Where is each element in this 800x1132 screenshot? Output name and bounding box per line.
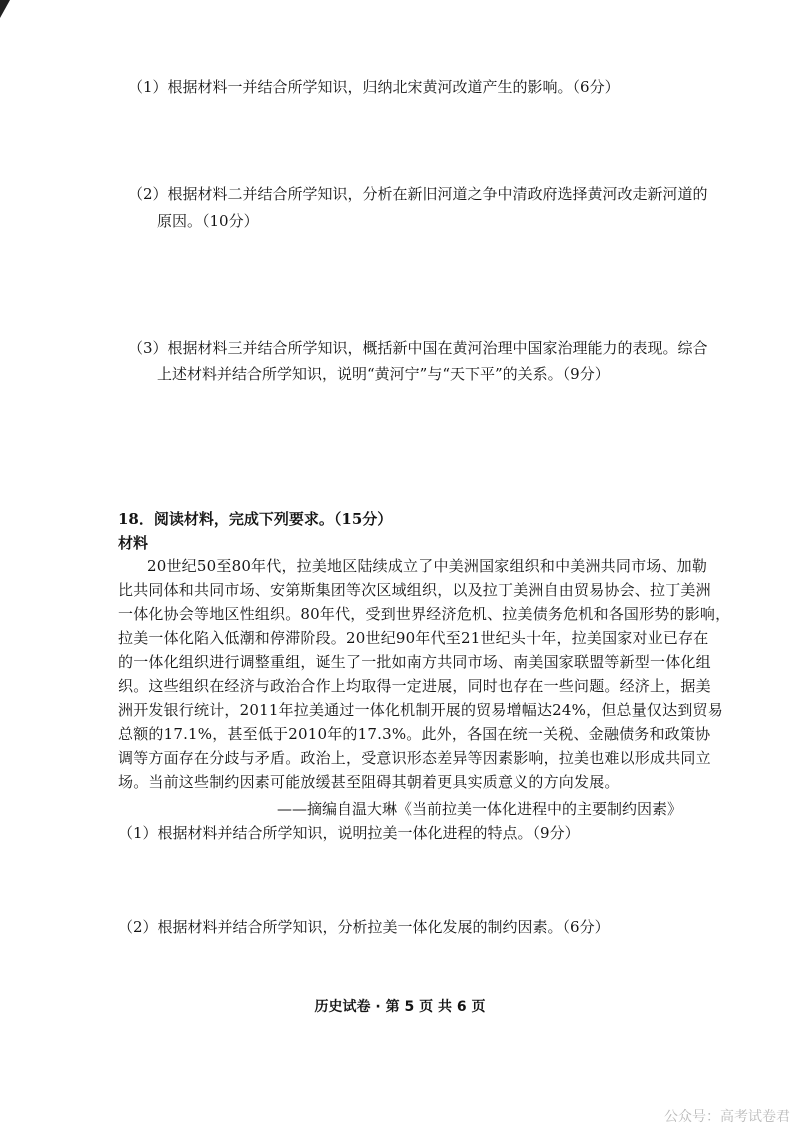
- q17-sub3-line2: 上述材料并结合所学知识，说明“黄河宁”与“天下平”的关系。（9分）: [157, 365, 610, 383]
- scan-corner-mark: [0, 0, 10, 18]
- q17-sub3-line1: （3）根据材料三并结合所学知识，概括新中国在黄河治理中国家治理能力的表现。综合: [128, 339, 708, 357]
- material-label: 材料: [118, 534, 149, 552]
- q17-sub1: （1）根据材料一并结合所学知识，归纳北宋黄河改道产生的影响。（6分）: [128, 78, 620, 96]
- material-line-7: 洲开发银行统计，2011年拉美通过一体化机制开展的贸易增幅达24%，但总量仅达到贸易: [118, 701, 723, 719]
- material-line-10: 场。当前这些制约因素可能放缓甚至阻碍其朝着更具实质意义的方向发展。: [118, 773, 620, 791]
- material-line-8: 总额的17.1%，甚至低于2010年的17.3%。此外，各国在统一关税、金融债务和政策协: [118, 725, 711, 743]
- material-line-2: 比共同体和共同市场、安第斯集团等次区域组织，以及拉丁美洲自由贸易协会、拉丁美洲: [118, 581, 711, 599]
- q18-sub1: （1）根据材料并结合所学知识，说明拉美一体化进程的特点。（9分）: [118, 824, 580, 842]
- q18-sub2: （2）根据材料并结合所学知识，分析拉美一体化发展的制约因素。（6分）: [118, 918, 610, 936]
- watermark: 公众号：高考试卷君: [664, 1109, 790, 1125]
- page-footer: 历史试卷 · 第 5 页 共 6 页: [314, 999, 486, 1015]
- material-line-4: 拉美一体化陷入低潮和停滞阶段。20世纪90年代至21世纪头十年，拉美国家对业已存在: [118, 629, 709, 647]
- q17-sub2-line1: （2）根据材料二并结合所学知识，分析在新旧河道之争中清政府选择黄河改走新河道的: [128, 185, 708, 203]
- q17-sub2-line2: 原因。（10分）: [157, 212, 259, 230]
- material-line-1: 20世纪50至80年代，拉美地区陆续成立了中美洲国家组织和中美洲共同市场、加勒: [147, 557, 708, 575]
- material-line-5: 的一体化组织进行调整重组，诞生了一批如南方共同市场、南美国家联盟等新型一体化组: [118, 653, 711, 671]
- material-source-citation: ——摘编自温大琳《当前拉美一体化进程中的主要制约因素》: [276, 800, 682, 818]
- material-line-6: 织。这些组织在经济与政治合作上均取得一定进展，同时也存在一些问题。经济上，据美: [118, 677, 711, 695]
- material-line-9: 调等方面存在分歧与矛盾。政治上，受意识形态差异等因素影响，拉美也难以形成共同立: [118, 749, 711, 767]
- q18-heading: 18．阅读材料，完成下列要求。（15分）: [118, 510, 393, 528]
- material-line-3: 一体化协会等地区性组织。80年代，受到世界经济危机、拉美债务危机和各国形势的影响，: [118, 605, 731, 623]
